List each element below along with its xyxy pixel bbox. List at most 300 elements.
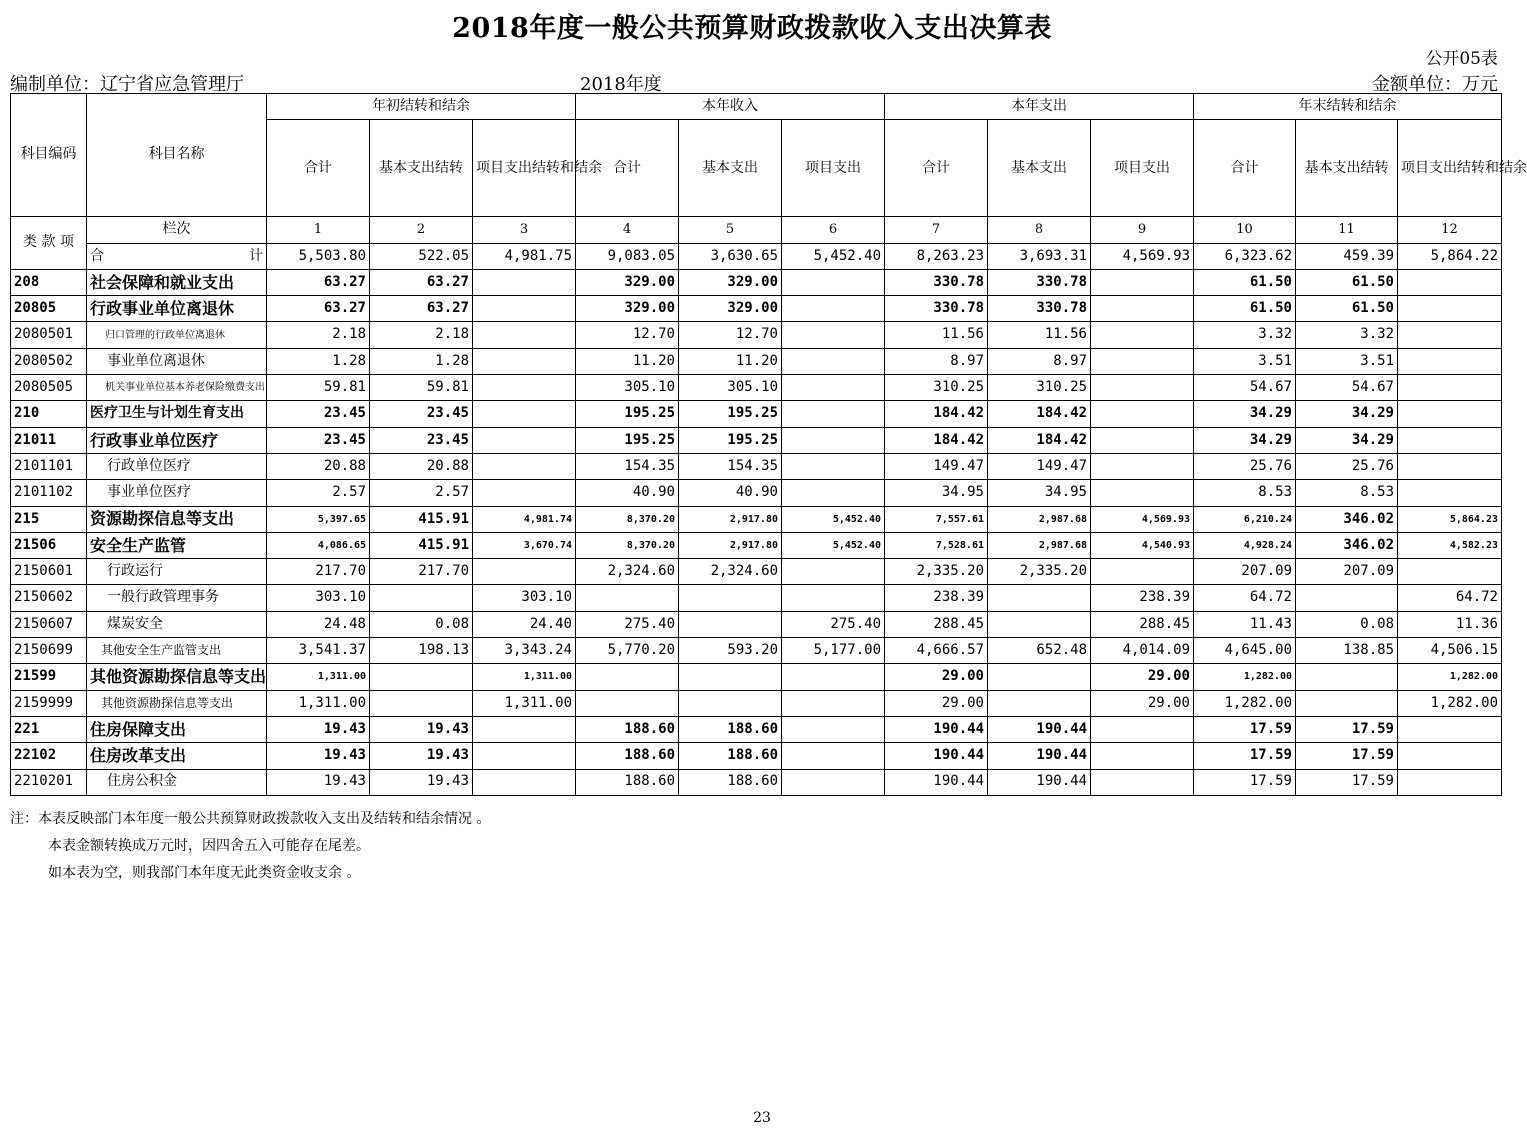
row-value: 2,987.68 <box>988 532 1091 558</box>
row-value: 61.50 <box>1194 269 1296 295</box>
row-value: 305.10 <box>576 375 679 401</box>
row-value: 23.45 <box>267 401 370 427</box>
row-value <box>1296 664 1398 690</box>
row-value <box>473 769 576 795</box>
row-code: 2101102 <box>11 480 87 506</box>
notes <box>10 806 490 887</box>
row-value <box>1091 322 1194 348</box>
total-cell: 5,452.40 <box>782 243 885 269</box>
row-value: 3,541.37 <box>267 638 370 664</box>
row-value: 190.44 <box>885 743 988 769</box>
header-sub: 项目支出 <box>782 120 885 217</box>
row-name: 行政单位医疗 <box>87 453 267 479</box>
table-row <box>11 480 1502 506</box>
total-cell: 459.39 <box>1296 243 1398 269</box>
row-value: 1,311.00 <box>267 690 370 716</box>
row-code: 2101101 <box>11 453 87 479</box>
total-label-b: 计 <box>249 247 263 264</box>
row-value: 11.20 <box>576 348 679 374</box>
row-value: 149.47 <box>988 453 1091 479</box>
row-value: 5,770.20 <box>576 638 679 664</box>
row-name: 住房公积金 <box>87 769 267 795</box>
row-value: 3.51 <box>1194 348 1296 374</box>
table-row <box>11 716 1502 742</box>
row-value: 29.00 <box>885 664 988 690</box>
row-value: 2,917.80 <box>679 532 782 558</box>
row-name: 行政运行 <box>87 559 267 585</box>
row-value <box>473 269 576 295</box>
header-sub: 项目支出结转和结余 <box>1398 120 1502 217</box>
row-value: 54.67 <box>1194 375 1296 401</box>
row-value <box>1398 453 1502 479</box>
row-value: 24.40 <box>473 611 576 637</box>
total-cell: 8,263.23 <box>885 243 988 269</box>
col-num: 8 <box>988 217 1091 243</box>
table-row <box>11 322 1502 348</box>
row-value <box>1398 375 1502 401</box>
row-value: 23.45 <box>370 427 473 453</box>
header-sub: 合计 <box>576 120 679 217</box>
row-code: 221 <box>11 716 87 742</box>
row-value: 8.97 <box>988 348 1091 374</box>
row-value: 11.56 <box>988 322 1091 348</box>
form-number: 公开05表 <box>1425 49 1498 69</box>
row-value: 184.42 <box>988 427 1091 453</box>
row-name: 行政事业单位医疗 <box>87 427 267 453</box>
row-value: 11.43 <box>1194 611 1296 637</box>
row-value: 346.02 <box>1296 506 1398 532</box>
row-value: 195.25 <box>679 401 782 427</box>
budget-table <box>10 93 1527 796</box>
row-value <box>782 453 885 479</box>
row-value <box>782 348 885 374</box>
row-code: 2150601 <box>11 559 87 585</box>
row-value: 29.00 <box>1091 664 1194 690</box>
header-group-1: 年初结转和结余 <box>267 94 576 120</box>
row-value: 3,343.24 <box>473 638 576 664</box>
row-value: 238.39 <box>1091 585 1194 611</box>
row-value <box>1398 296 1502 322</box>
row-value <box>1398 427 1502 453</box>
row-value: 275.40 <box>576 611 679 637</box>
row-code: 2150607 <box>11 611 87 637</box>
row-value: 275.40 <box>782 611 885 637</box>
row-value <box>370 664 473 690</box>
row-value <box>473 296 576 322</box>
row-value <box>576 690 679 716</box>
row-value: 303.10 <box>473 585 576 611</box>
table-row <box>11 585 1502 611</box>
row-value: 415.91 <box>370 506 473 532</box>
table-row <box>11 532 1502 558</box>
header-name: 科目名称 <box>87 94 267 217</box>
row-value <box>473 348 576 374</box>
header-sub: 基本支出结转 <box>370 120 473 217</box>
row-value: 19.43 <box>370 769 473 795</box>
row-name: 住房保障支出 <box>87 716 267 742</box>
row-value <box>782 427 885 453</box>
total-cell: 9,083.05 <box>576 243 679 269</box>
row-value: 2,917.80 <box>679 506 782 532</box>
col-num: 1 <box>267 217 370 243</box>
row-value <box>1398 716 1502 742</box>
row-value <box>782 585 885 611</box>
row-value <box>1398 769 1502 795</box>
row-value: 7,528.61 <box>885 532 988 558</box>
row-code: 208 <box>11 269 87 295</box>
row-value <box>1398 322 1502 348</box>
row-value <box>1091 375 1194 401</box>
row-value: 59.81 <box>267 375 370 401</box>
row-value <box>1091 427 1194 453</box>
row-value: 34.29 <box>1296 427 1398 453</box>
row-code: 21599 <box>11 664 87 690</box>
row-value <box>1398 743 1502 769</box>
row-value: 2.18 <box>267 322 370 348</box>
total-cell: 3,630.65 <box>679 243 782 269</box>
row-value <box>782 690 885 716</box>
row-code: 2080501 <box>11 322 87 348</box>
row-value <box>782 716 885 742</box>
header-code: 科目编码 <box>11 94 87 217</box>
table-row <box>11 611 1502 637</box>
row-value: 5,397.65 <box>267 506 370 532</box>
row-value <box>679 664 782 690</box>
row-value: 29.00 <box>1091 690 1194 716</box>
row-value <box>473 375 576 401</box>
row-value: 190.44 <box>988 716 1091 742</box>
row-value <box>1091 401 1194 427</box>
row-value: 11.36 <box>1398 611 1502 637</box>
row-value: 1.28 <box>267 348 370 374</box>
row-value: 154.35 <box>576 453 679 479</box>
unit-label: 金额单位：万元 <box>1372 74 1498 95</box>
row-value: 19.43 <box>370 743 473 769</box>
note-line: 如本表为空，则我部门本年度无此类资金收支余 。 <box>48 865 361 881</box>
row-value: 195.25 <box>576 427 679 453</box>
header-col-label: 栏次 <box>87 217 267 243</box>
row-value <box>782 322 885 348</box>
row-value: 2,335.20 <box>885 559 988 585</box>
row-value <box>782 769 885 795</box>
row-code: 215 <box>11 506 87 532</box>
col-num: 4 <box>576 217 679 243</box>
row-value: 188.60 <box>679 743 782 769</box>
row-value: 11.56 <box>885 322 988 348</box>
row-code: 21506 <box>11 532 87 558</box>
header-sub: 合计 <box>885 120 988 217</box>
row-value: 238.39 <box>885 585 988 611</box>
row-value: 190.44 <box>885 716 988 742</box>
row-value: 188.60 <box>679 716 782 742</box>
row-value: 34.29 <box>1194 427 1296 453</box>
row-value: 8,370.20 <box>576 532 679 558</box>
row-name: 归口管理的行政单位离退休 <box>87 322 267 348</box>
row-value: 2.18 <box>370 322 473 348</box>
row-value <box>679 611 782 637</box>
row-value: 217.70 <box>267 559 370 585</box>
row-value: 63.27 <box>267 296 370 322</box>
row-code: 2080502 <box>11 348 87 374</box>
row-value <box>1091 453 1194 479</box>
row-value: 1,311.00 <box>473 664 576 690</box>
row-value: 4,506.15 <box>1398 638 1502 664</box>
total-cell: 3,693.31 <box>988 243 1091 269</box>
total-cell: 5,503.80 <box>267 243 370 269</box>
table-row <box>11 690 1502 716</box>
table-row <box>11 296 1502 322</box>
row-code: 22102 <box>11 743 87 769</box>
row-value <box>988 611 1091 637</box>
row-value: 0.08 <box>1296 611 1398 637</box>
row-value: 5,452.40 <box>782 532 885 558</box>
row-value <box>473 716 576 742</box>
total-cell: 6,323.62 <box>1194 243 1296 269</box>
row-name: 社会保障和就业支出 <box>87 269 267 295</box>
row-value: 5,864.23 <box>1398 506 1502 532</box>
row-value <box>1091 269 1194 295</box>
row-value: 217.70 <box>370 559 473 585</box>
row-value: 5,177.00 <box>782 638 885 664</box>
row-value: 346.02 <box>1296 532 1398 558</box>
row-value: 4,928.24 <box>1194 532 1296 558</box>
row-value: 2,324.60 <box>576 559 679 585</box>
row-value: 23.45 <box>267 427 370 453</box>
row-value <box>1398 401 1502 427</box>
header-xiang: 项 <box>59 234 74 251</box>
row-name: 安全生产监管 <box>87 532 267 558</box>
row-value <box>1091 348 1194 374</box>
total-cell: 522.05 <box>370 243 473 269</box>
row-name: 资源勘探信息等支出 <box>87 506 267 532</box>
row-value: 25.76 <box>1194 453 1296 479</box>
row-value: 2,335.20 <box>988 559 1091 585</box>
row-value: 17.59 <box>1296 716 1398 742</box>
header-group-2: 本年收入 <box>576 94 885 120</box>
row-value: 188.60 <box>576 743 679 769</box>
row-value <box>988 690 1091 716</box>
row-value: 190.44 <box>988 743 1091 769</box>
table-row <box>11 453 1502 479</box>
row-value: 8.53 <box>1194 480 1296 506</box>
row-value: 5,452.40 <box>782 506 885 532</box>
row-value <box>782 664 885 690</box>
row-value: 207.09 <box>1296 559 1398 585</box>
row-value <box>1296 690 1398 716</box>
row-value: 138.85 <box>1296 638 1398 664</box>
table-row <box>11 401 1502 427</box>
row-value: 17.59 <box>1296 743 1398 769</box>
row-value: 188.60 <box>576 769 679 795</box>
row-value: 3.32 <box>1296 322 1398 348</box>
total-cell: 5,864.22 <box>1398 243 1502 269</box>
row-value <box>370 585 473 611</box>
row-value <box>1398 269 1502 295</box>
row-value: 20.88 <box>267 453 370 479</box>
row-value: 310.25 <box>988 375 1091 401</box>
row-value: 2,987.68 <box>988 506 1091 532</box>
row-value: 329.00 <box>576 296 679 322</box>
row-value: 4,086.65 <box>267 532 370 558</box>
row-value: 63.27 <box>370 296 473 322</box>
header-lei: 类 <box>23 234 38 251</box>
row-value: 593.20 <box>679 638 782 664</box>
row-value <box>473 480 576 506</box>
row-value <box>782 269 885 295</box>
row-code: 20805 <box>11 296 87 322</box>
row-value <box>473 401 576 427</box>
row-value <box>1091 480 1194 506</box>
row-value <box>782 375 885 401</box>
row-value <box>473 322 576 348</box>
col-num: 6 <box>782 217 885 243</box>
header-sub: 基本支出结转 <box>1296 120 1398 217</box>
row-value <box>1398 480 1502 506</box>
row-value <box>1091 559 1194 585</box>
row-value: 4,569.93 <box>1091 506 1194 532</box>
row-code: 2150699 <box>11 638 87 664</box>
header-sub: 项目支出 <box>1091 120 1194 217</box>
row-value: 198.13 <box>370 638 473 664</box>
col-num: 11 <box>1296 217 1398 243</box>
row-value <box>782 743 885 769</box>
row-value: 63.27 <box>267 269 370 295</box>
row-value: 4,014.09 <box>1091 638 1194 664</box>
row-value: 17.59 <box>1194 769 1296 795</box>
row-value: 154.35 <box>679 453 782 479</box>
header-group-3: 本年支出 <box>885 94 1194 120</box>
table-row <box>11 506 1502 532</box>
row-value: 184.42 <box>885 401 988 427</box>
row-name: 煤炭安全 <box>87 611 267 637</box>
row-value: 34.29 <box>1296 401 1398 427</box>
row-value <box>782 401 885 427</box>
row-value: 34.95 <box>885 480 988 506</box>
row-value <box>370 690 473 716</box>
row-value: 54.67 <box>1296 375 1398 401</box>
header-sub: 合计 <box>267 120 370 217</box>
table-row <box>11 638 1502 664</box>
table-row <box>11 348 1502 374</box>
row-name: 事业单位医疗 <box>87 480 267 506</box>
row-value: 3.51 <box>1296 348 1398 374</box>
row-value: 12.70 <box>679 322 782 348</box>
page-title: 2018年度一般公共预算财政拨款收入支出决算表 <box>452 13 1052 44</box>
row-name: 其他资源勘探信息等支出 <box>87 690 267 716</box>
row-name: 住房改革支出 <box>87 743 267 769</box>
row-value: 288.45 <box>1091 611 1194 637</box>
row-value: 329.00 <box>576 269 679 295</box>
row-value: 190.44 <box>885 769 988 795</box>
row-value: 40.90 <box>679 480 782 506</box>
row-value: 288.45 <box>885 611 988 637</box>
row-code: 2159999 <box>11 690 87 716</box>
row-value: 303.10 <box>267 585 370 611</box>
row-value: 329.00 <box>679 296 782 322</box>
row-value: 6,210.24 <box>1194 506 1296 532</box>
row-value <box>782 559 885 585</box>
note-line: 本表金额转换成万元时，因四舍五入可能存在尾差。 <box>48 838 370 854</box>
row-value <box>473 427 576 453</box>
row-code: 21011 <box>11 427 87 453</box>
row-value: 8.97 <box>885 348 988 374</box>
row-value: 2.57 <box>370 480 473 506</box>
row-value <box>782 480 885 506</box>
row-code: 2080505 <box>11 375 87 401</box>
row-value: 207.09 <box>1194 559 1296 585</box>
header-sub: 合计 <box>1194 120 1296 217</box>
row-value: 4,666.57 <box>885 638 988 664</box>
row-value: 330.78 <box>988 269 1091 295</box>
row-value: 61.50 <box>1296 296 1398 322</box>
header-group-4: 年末结转和结余 <box>1194 94 1502 120</box>
row-name: 其他安全生产监管支出 <box>87 638 267 664</box>
row-value: 3.32 <box>1194 322 1296 348</box>
row-value: 19.43 <box>267 716 370 742</box>
row-value: 24.48 <box>267 611 370 637</box>
row-code: 210 <box>11 401 87 427</box>
row-value: 1,282.00 <box>1398 690 1502 716</box>
row-value: 4,582.23 <box>1398 532 1502 558</box>
row-value <box>679 690 782 716</box>
row-value: 188.60 <box>576 716 679 742</box>
row-value: 63.27 <box>370 269 473 295</box>
row-value: 4,981.74 <box>473 506 576 532</box>
header-sub: 基本支出 <box>988 120 1091 217</box>
row-value: 23.45 <box>370 401 473 427</box>
org-label: 编制单位：辽宁省应急管理厅 <box>10 74 244 95</box>
header-sub: 项目支出结转和结余 <box>473 120 576 217</box>
row-value: 34.95 <box>988 480 1091 506</box>
table-row <box>11 559 1502 585</box>
row-value: 184.42 <box>988 401 1091 427</box>
col-num: 3 <box>473 217 576 243</box>
row-value: 330.78 <box>885 269 988 295</box>
total-label <box>87 243 267 269</box>
row-name: 事业单位离退休 <box>87 348 267 374</box>
row-value: 4,645.00 <box>1194 638 1296 664</box>
row-value <box>473 559 576 585</box>
row-value: 8,370.20 <box>576 506 679 532</box>
row-value: 1,282.00 <box>1194 664 1296 690</box>
row-name: 一般行政管理事务 <box>87 585 267 611</box>
row-value: 20.88 <box>370 453 473 479</box>
row-value: 64.72 <box>1398 585 1502 611</box>
row-value: 3,670.74 <box>473 532 576 558</box>
row-value: 190.44 <box>988 769 1091 795</box>
row-value: 1.28 <box>370 348 473 374</box>
row-value <box>1398 559 1502 585</box>
row-value: 1,282.00 <box>1194 690 1296 716</box>
row-value: 0.08 <box>370 611 473 637</box>
table-row <box>11 427 1502 453</box>
header-sub: 基本支出 <box>679 120 782 217</box>
col-num: 12 <box>1398 217 1502 243</box>
row-value: 652.48 <box>988 638 1091 664</box>
row-value: 1,311.00 <box>473 690 576 716</box>
row-name: 医疗卫生与计划生育支出 <box>87 401 267 427</box>
table-row <box>11 769 1502 795</box>
row-value: 149.47 <box>885 453 988 479</box>
row-value <box>576 664 679 690</box>
row-value <box>1091 743 1194 769</box>
row-value: 17.59 <box>1296 769 1398 795</box>
note-line: 注：本表反映部门本年度一般公共预算财政拨款收入支出及结转和结余情况 。 <box>10 811 491 827</box>
col-num: 5 <box>679 217 782 243</box>
row-value: 19.43 <box>267 769 370 795</box>
row-name: 机关事业单位基本养老保险缴费支出 <box>87 375 267 401</box>
row-value <box>473 743 576 769</box>
